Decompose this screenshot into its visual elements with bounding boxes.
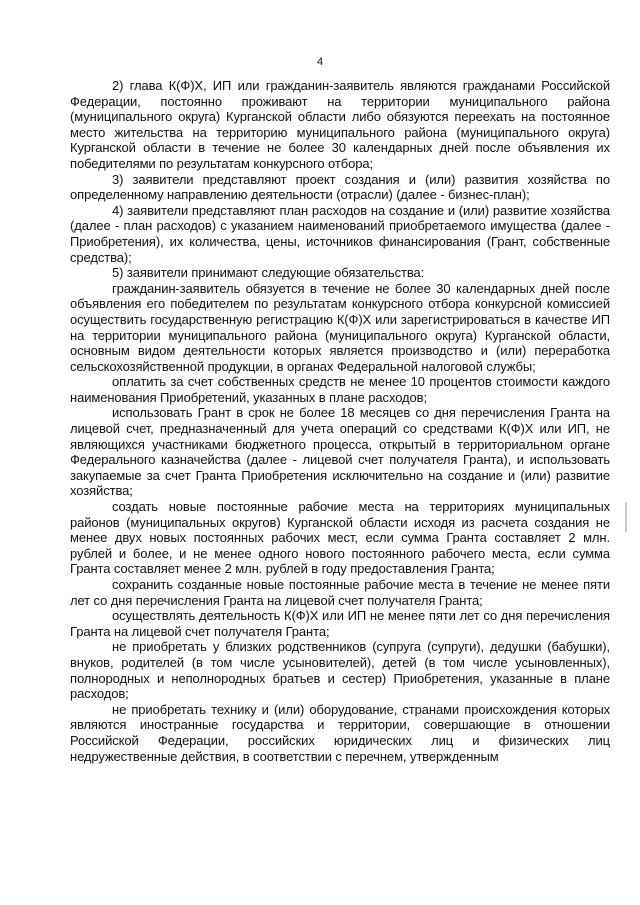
paragraph-item-2: 2) глава К(Ф)Х, ИП или гражданин-заявитель являются гражданами Российской Федерации, постоянно проживают на территории муниципального района (муниципального округа) Курганской области либо обязуются переехать на постоянное место жительства на территорию муниципального района (муниципального округа) Курганской области в течение не более 30 календарных дней после объявления их победителями по результатам конкурсного отбора; [70,78,610,171]
obligation-grant-usage: использовать Грант в срок не более 18 месяцев со дня перечисления Гранта на лицевой счет, предназначенный для учета операций со средствами К(Ф)Х или ИП, не являющихся участниками бюджетного процесса, открытый в территориальном органе Федерального казначейства (далее - лицевой счет получателя Гранта), и использовать закупаемые за счет Гранта Приобретения исключительно на создание и (или) развитие хозяйства; [70,405,610,499]
paragraph-item-4: 4) заявители представляют план расходов на создание и (или) развитие хозяйства (далее - план расходов) с указанием наименований приобретаемого имущества (далее - Приобретения), их количества, цены, источников финансирования (Грант, собственные средства); [70,202,610,265]
scan-edge-mark [625,502,627,532]
obligation-keep-jobs: сохранить созданные новые постоянные рабочие места в течение не менее пяти лет со дня перечисления Гранта на лицевой счет получателя Гранта; [70,577,610,608]
obligation-no-unfriendly-equipment: не приобретать технику и (или) оборудование, странами происхождения которых являются иностранные государства и территории, совершающие в отношении Российской Федерации, российских юридических лиц и физических лиц недружественные действия, в соответствии с перечнем, утвержденным [70,701,610,764]
paragraph-item-3: 3) заявители представляют проект создания и (или) развития хозяйства по определенному направлению деятельности (отрасли) (далее - бизнес-план); [70,171,610,203]
page-number: 4 [316,56,324,68]
obligation-own-funds: оплатить за счет собственных средств не менее 10 процентов стоимости каждого наименования Приобретений, указанных в плане расходов; [70,374,610,405]
obligation-create-jobs: создать новые постоянные рабочие места на территориях муниципальных районов (муниципальных округов) Курганской области исходя из расчета создания не менее двух новых постоянных рабочих мест, если сумма Гранта составляет 2 млн. рублей и более, и не менее одного нового постоянного рабочего места, если сумма Гранта составляет менее 2 млн. рублей в году предоставления Гранта; [70,499,610,577]
obligation-no-relatives-purchase: не приобретать у близких родственников (супруга (супруги), дедушки (бабушки), внуков, родителей (в том числе усыновителей), детей (в том числе усыновленных), полнородных и неполнородных братьев и сестер) Приобретения, указанные в плане расходов; [70,639,610,702]
obligation-registration: гражданин-заявитель обязуется в течение не более 30 календарных дней после объявления его победителем по результатам конкурсного отбора конкурсной комиссией осуществить государственную регистрацию К(Ф)Х или зарегистрироваться в качестве ИП на территории муниципального района (муниципального округа) Курганской области, основным видом деятельности которых является производство и (или) переработка сельскохозяйственной продукции, в органах Федеральной налоговой службы; [70,280,610,374]
document-body [70,78,610,764]
paragraph-item-5: 5) заявители принимают следующие обязательства: [112,265,425,281]
obligation-operate-farm: осуществлять деятельность К(Ф)Х или ИП не менее пяти лет со дня перечисления Гранта на лицевой счет получателя Гранта; [70,608,610,639]
